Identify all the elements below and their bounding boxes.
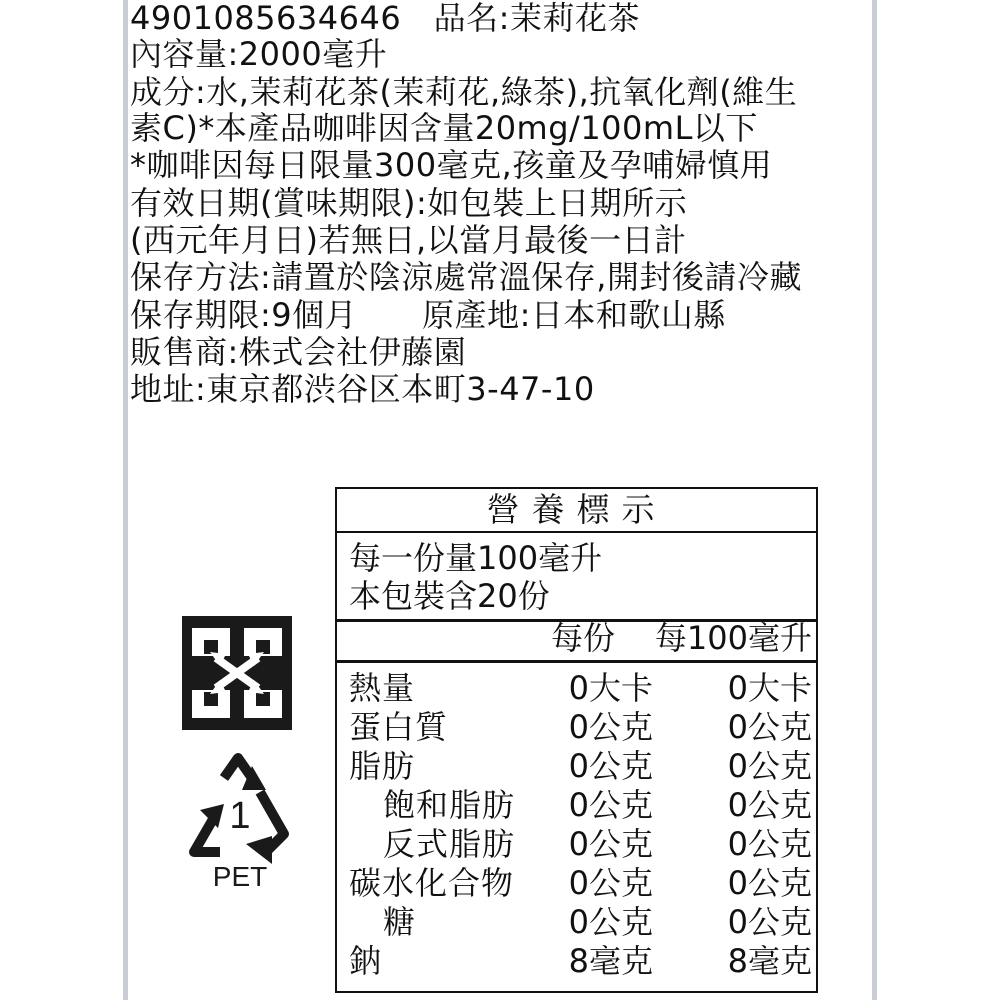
shelf-life-origin: 保存期限:9個月 原產地:日本和歌山縣 (130, 296, 726, 334)
caffeine-note: *咖啡因每日限量300毫克,孩童及孕哺婦慎用 (130, 146, 773, 184)
pet-number: 1 (229, 795, 251, 837)
volume-line: 內容量:2000毫升 (130, 35, 388, 73)
divider (337, 660, 816, 663)
row-per-serving: 0公克 (568, 786, 653, 824)
nutrition-row (337, 825, 816, 863)
expiry-line-1: 有效日期(賞味期限):如包裝上日期所示 (130, 184, 688, 222)
row-label: 反式脂肪 (383, 825, 516, 863)
row-per-100: 0公克 (727, 786, 812, 824)
row-per-serving: 0公克 (568, 903, 653, 941)
left-edge (123, 0, 128, 1000)
row-per-serving: 8毫克 (568, 942, 653, 980)
barcode-and-name: 4901085634646 品名:茉莉花茶 (130, 0, 640, 37)
nutrition-row (337, 942, 816, 980)
storage-line: 保存方法:請置於陰涼處常溫保存,開封後請冷藏 (130, 258, 802, 296)
row-label: 飽和脂肪 (383, 786, 516, 824)
pet-label: PET (212, 861, 268, 892)
nutrition-row (337, 669, 816, 707)
row-per-100: 0公克 (727, 747, 812, 785)
recycle-logo-icon (180, 614, 294, 732)
row-per-serving: 0公克 (568, 825, 653, 863)
row-label: 蛋白質 (349, 708, 449, 746)
address-line: 地址:東京都渋谷区本町3-47-10 (130, 370, 595, 408)
nutrition-row (337, 864, 816, 902)
serving-size: 每一份量100毫升 (349, 539, 603, 577)
nutrition-row (337, 747, 816, 785)
row-per-100: 0公克 (727, 903, 812, 941)
row-per-serving: 0公克 (568, 747, 653, 785)
row-label: 熱量 (349, 669, 416, 707)
row-per-100: 8毫克 (727, 942, 812, 980)
col-per-serving-header: 每份 (551, 619, 616, 657)
row-per-100: 0公克 (727, 825, 812, 863)
row-label: 鈉 (349, 942, 383, 980)
nutrition-row (337, 903, 816, 941)
row-per-serving: 0大卡 (568, 669, 653, 707)
col-per-100-header: 每100毫升 (654, 619, 812, 657)
servings-per-package: 本包裝含20份 (349, 577, 550, 615)
expiry-line-2: (西元年月日)若無日,以當月最後一日計 (130, 221, 687, 259)
row-per-100: 0公克 (727, 864, 812, 902)
row-per-serving: 0公克 (568, 708, 653, 746)
row-label: 糖 (383, 903, 417, 941)
row-label: 脂肪 (349, 747, 416, 785)
pet-recycle-icon (180, 752, 300, 892)
ingredients-line-1: 成分:水,茉莉花茶(茉莉花,綠茶),抗氧化劑(維生 (130, 73, 798, 111)
nutrition-facts-table (335, 487, 818, 993)
seller-line: 販售商:株式会社伊藤園 (130, 333, 467, 371)
nutrition-row (337, 786, 816, 824)
row-per-serving: 0公克 (568, 864, 653, 902)
row-per-100: 0公克 (727, 708, 812, 746)
row-per-100: 0大卡 (727, 669, 812, 707)
nutrition-title: 營養標示 (337, 489, 816, 533)
row-label: 碳水化合物 (349, 864, 515, 902)
right-edge (872, 0, 877, 1000)
ingredients-line-2: 素C)*本產品咖啡因含量20mg/100mL以下 (130, 109, 758, 147)
nutrition-row (337, 708, 816, 746)
